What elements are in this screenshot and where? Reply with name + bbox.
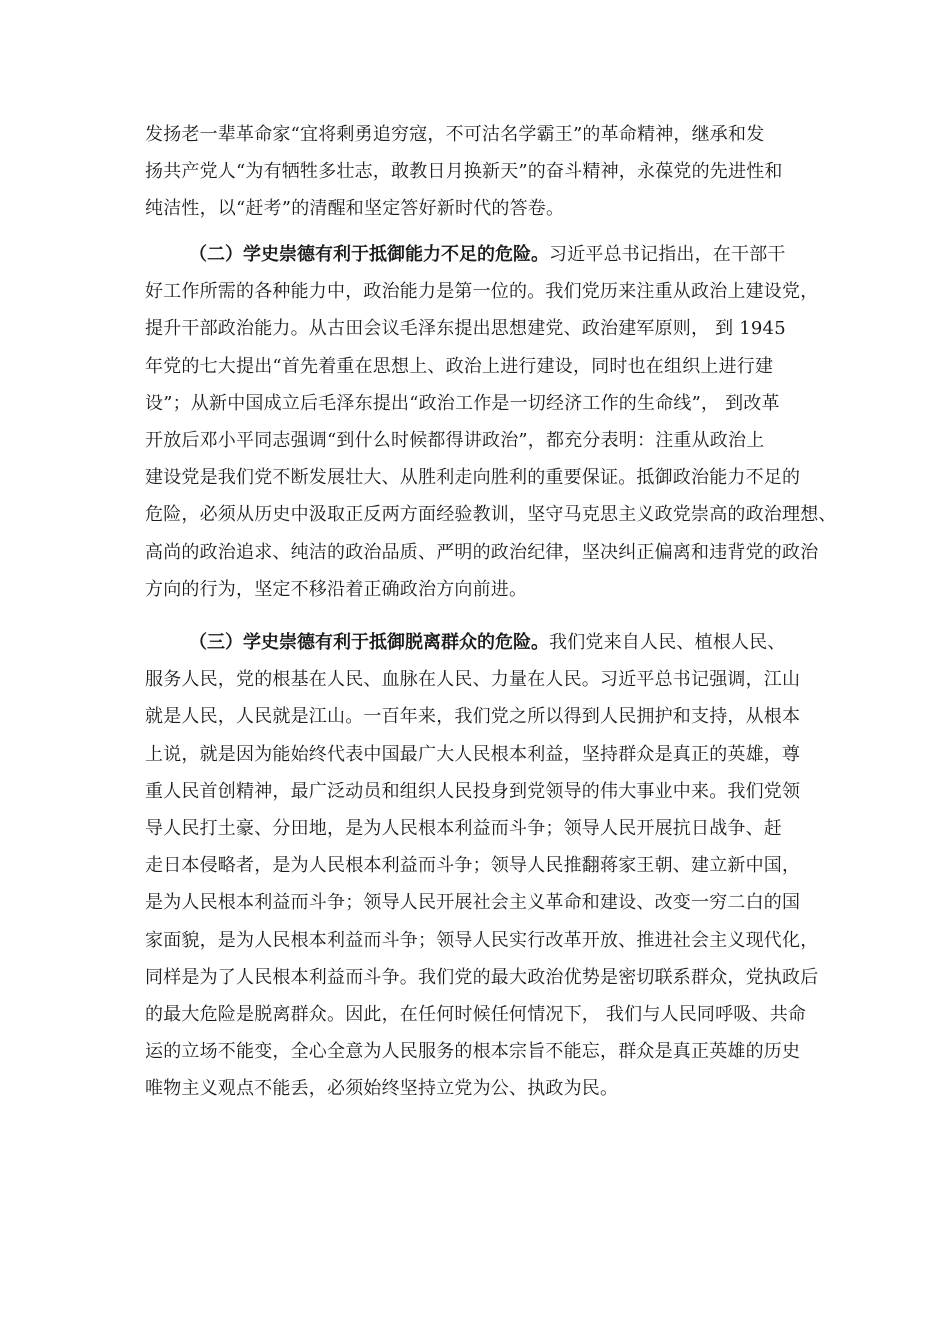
text-line: 扬共产党人“为有牺牲多壮志，敢教日月换新天”的奋斗精神，永葆党的先进性和 [145, 161, 783, 183]
text-line: 重人民首创精神，最广泛动员和组织人民投身到党领导的伟大事业中来。我们党领 [145, 780, 801, 802]
text-run: 习近平总书记指出，在干部干 [549, 244, 786, 265]
text-line: 同样是为了人民根本利益而斗争。我们党的最大政治优势是密切联系群众，党执政后 [145, 966, 819, 988]
text-line: 提升干部政治能力。从古田会议毛泽东提出思想建党、政治建军原则， 到 1945 [145, 318, 786, 340]
text-line: 纯洁性，以“赶考”的清醒和坚定答好新时代的答卷。 [145, 198, 565, 220]
text-line: 服务人民，党的根基在人民、血脉在人民、力量在人民。习近平总书记强调，江山 [145, 669, 801, 691]
section-heading: （二）学史崇德有利于抵御能力不足的危险。 [189, 244, 549, 265]
text-line: 设”；从新中国成立后毛泽东提出“政治工作是一切经济工作的生命线”， 到改革 [145, 392, 780, 414]
text-line: 危险，必须从历史中汲取正反两方面经验教训，坚守马克思主义政党崇高的政治理想、 [145, 504, 837, 526]
text-line: 就是人民，人民就是江山。一百年来，我们党之所以得到人民拥护和支持，从根本 [145, 706, 801, 728]
text-run: 我们党来自人民、植根人民、 [549, 632, 786, 653]
text-line: 走日本侵略者，是为人民根本利益而斗争；领导人民推翻蒋家王朝、建立新中国， [145, 855, 801, 877]
paragraph-section-two [145, 236, 837, 608]
text-line: 好工作所需的各种能力中，政治能力是第一位的。我们党历来注重从政治上建设党， [145, 281, 819, 303]
text-line-first [145, 624, 817, 661]
text-line: 开放后邓小平同志强调“到什么时候都得讲政治”，都充分表明：注重从政治上 [145, 429, 765, 451]
text-line: 发扬老一辈革命家“宜将剩勇追穷寇，不可沽名学霸王”的革命精神，继承和发 [145, 124, 765, 145]
paragraph-section-three [145, 624, 817, 1107]
text-line: 年党的七大提出“首先着重在思想上、政治上进行建设，同时也在组织上进行建 [145, 355, 774, 377]
text-line: 导人民打土豪、分田地，是为人民根本利益而斗争；领导人民开展抗日战争、赶 [145, 817, 782, 839]
text-line: 方向的行为，坚定不移沿着正确政治方向前进。 [145, 578, 528, 600]
text-line: 运的立场不能变，全心全意为人民服务的根本宗旨不能忘，群众是真正英雄的历史 [145, 1041, 801, 1063]
text-line: 是为人民根本利益而斗争；领导人民开展社会主义革命和建设、改变一穷二白的国 [145, 892, 801, 914]
text-line: 高尚的政治追求、纯洁的政治品质、严明的政治纪律，坚决纠正偏离和违背党的政治 [145, 541, 819, 563]
text-line: 唯物主义观点不能丢，必须始终坚持立党为公、执政为民。 [145, 1078, 619, 1100]
text-line-first [145, 236, 817, 273]
text-line: 上说，就是因为能始终代表中国最广大人民根本利益，坚持群众是真正的英雄，尊 [145, 743, 801, 765]
text-line: 的最大危险是脱离群众。因此，在任何时候任何情况下， 我们与人民同呼吸、共命 [145, 1003, 807, 1025]
section-heading: （三）学史崇德有利于抵御脱离群众的危险。 [189, 632, 549, 653]
paragraph-continuation [145, 116, 817, 228]
text-line: 家面貌，是为人民根本利益而斗争；领导人民实行改革开放、推进社会主义现代化， [145, 929, 819, 951]
text-line: 建设党是我们党不断发展壮大、从胜利走向胜利的重要保证。抵御政治能力不足的 [145, 467, 801, 489]
